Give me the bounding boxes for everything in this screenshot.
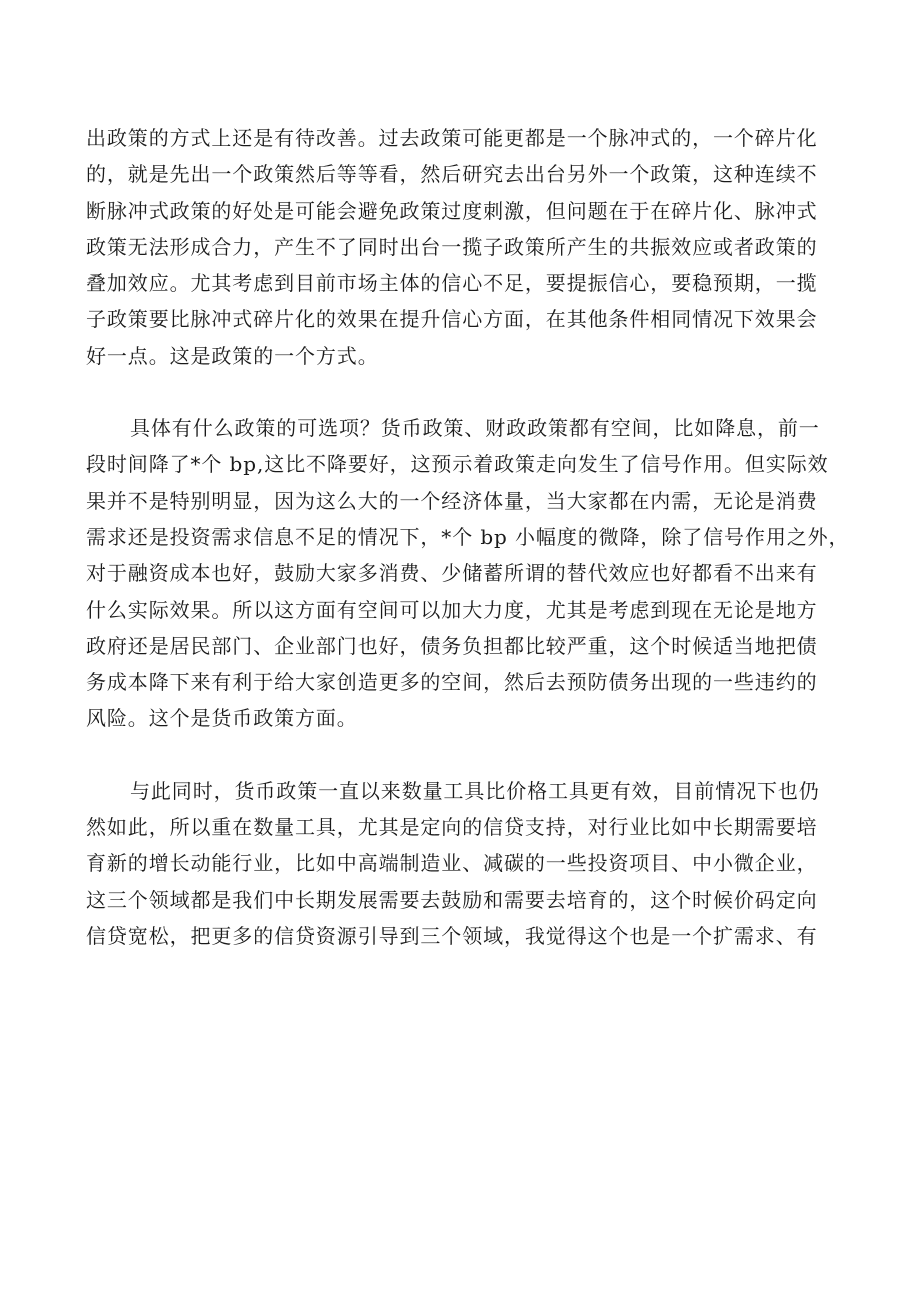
- text-line: 子政策要比脉冲式碎片化的效果在提升信心方面，在其他条件相同情况下效果会: [86, 307, 818, 332]
- text-line: 对于融资成本也好，鼓励大家多消费、少储蓄所谓的替代效应也好都看不出来有: [86, 561, 818, 586]
- text-line: 然如此，所以重在数量工具，尤其是定向的信贷支持，对行业比如中长期需要培: [86, 815, 818, 840]
- text-line: 具体有什么政策的可选项？货币政策、财政政策都有空间，比如降息，前一: [130, 416, 820, 441]
- text-line: 政府还是居民部门、企业部门也好，债务负担都比较严重，这个时候适当地把债: [86, 633, 818, 658]
- paragraph-1: [86, 120, 846, 374]
- paragraph-2: [86, 410, 850, 737]
- text-line: 什么实际效果。所以这方面有空间可以加大力度，尤其是考虑到现在无论是地方: [86, 597, 818, 622]
- text-line: 的，就是先出一个政策然后等等看，然后研究去出台另外一个政策，这种连续不: [86, 162, 818, 187]
- paragraph-spacer: [86, 737, 846, 773]
- text-line: 需求还是投资需求信息不足的情况下，*个 bp 小幅度的微降，除了信号作用之外，: [86, 524, 850, 549]
- text-line: 段时间降了*个 bp,这比不降要好，这预示着政策走向发生了信号作用。但实际效: [86, 452, 829, 477]
- text-line: 叠加效应。尤其考虑到目前市场主体的信心不足，要提振信心，要稳预期，一揽: [86, 271, 818, 296]
- text-line: 果并不是特别明显，因为这么大的一个经济体量，当大家都在内需，无论是消费: [86, 488, 818, 513]
- text-line: 这三个领域都是我们中长期发展需要去鼓励和需要去培育的，这个时候价码定向: [86, 887, 818, 912]
- text-line: 出政策的方式上还是有待改善。过去政策可能更都是一个脉冲式的，一个碎片化: [86, 126, 818, 150]
- text-line: 育新的增长动能行业，比如中高端制造业、减碳的一些投资项目、中小微企业，: [86, 851, 818, 876]
- document-body: [86, 120, 850, 954]
- text-line: 好一点。这是政策的一个方式。: [86, 343, 379, 368]
- text-line: 信贷宽松，把更多的信贷资源引导到三个领域，我觉得这个也是一个扩需求、有: [86, 923, 818, 948]
- paragraph-3: [86, 773, 846, 954]
- text-line: 风险。这个是货币政策方面。: [86, 706, 358, 731]
- text-line: 政策无法形成合力，产生不了同时出台一揽子政策所产生的共振效应或者政策的: [86, 234, 818, 259]
- text-line: 与此同时，货币政策一直以来数量工具比价格工具更有效，目前情况下也仍: [130, 778, 820, 803]
- paragraph-spacer: [86, 374, 846, 410]
- text-line: 断脉冲式政策的好处是可能会避免政策过度刺激，但问题在于在碎片化、脉冲式: [86, 198, 818, 223]
- text-line: 务成本降下来有利于给大家创造更多的空间，然后去预防债务出现的一些违约的: [86, 670, 818, 695]
